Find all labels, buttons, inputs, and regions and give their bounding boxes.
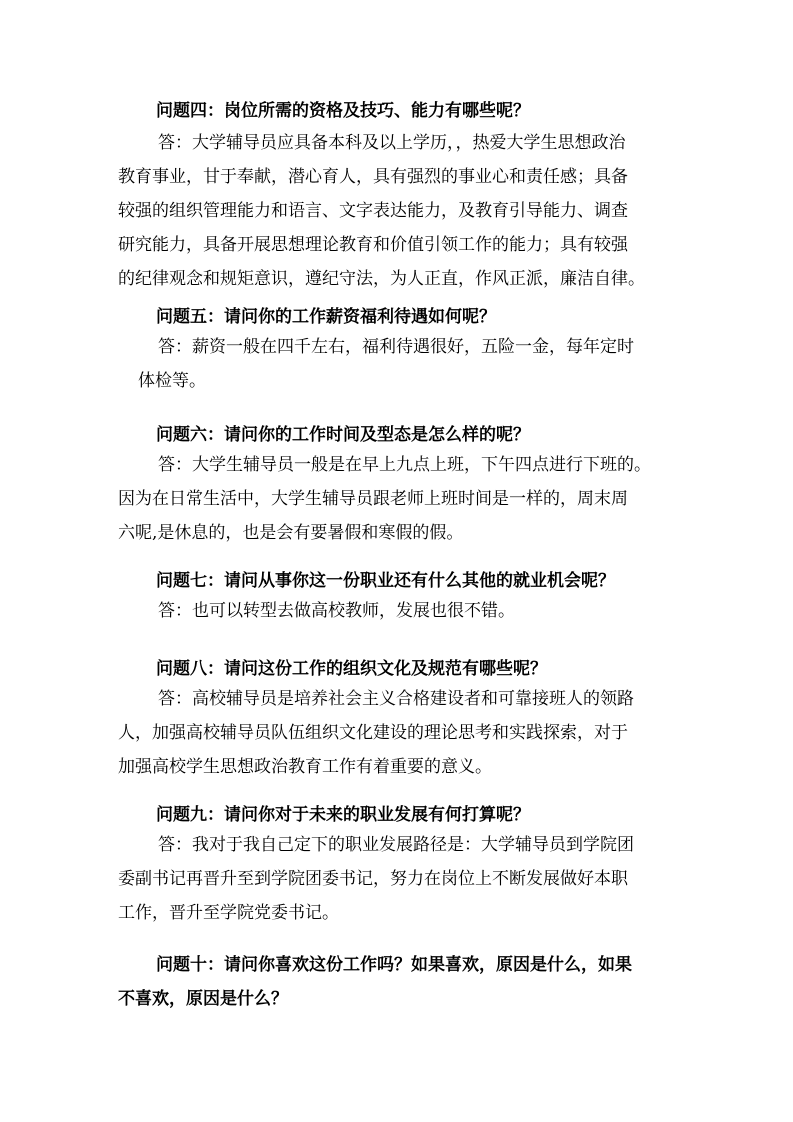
answer-9 — [118, 828, 688, 930]
answer-4-line-3: 较强的组织管理能力和语言、文字表达能力，及教育引导能力、调查 — [118, 201, 628, 221]
answer-6-line-1: 答：大学生辅导员一般是在早上九点上班，下午四点进行下班的。 — [158, 455, 651, 475]
answer-4-line-1: 答：大学辅导员应具备本科及以上学历，，热爱大学生思想政治 — [158, 133, 626, 153]
answer-4-line-2: 教育事业，甘于奉献，潜心育人，具有强烈的事业心和责任感；具备 — [118, 167, 628, 187]
answer-7 — [118, 594, 688, 628]
answer-8 — [118, 682, 688, 784]
question-10-line-1: 问题十：请问你喜欢这份工作吗？如果喜欢，原因是什么，如果 — [156, 955, 632, 975]
question-9: 问题九：请问你对于未来的职业发展有何打算呢？ — [156, 805, 530, 825]
answer-4-line-4: 研究能力，具备开展思想理论教育和价值引领工作的能力；具有较强 — [118, 235, 628, 255]
answer-6 — [118, 448, 688, 550]
question-6: 问题六：请问你的工作时间及型态是怎么样的呢？ — [156, 425, 530, 445]
answer-5-line-1: 答：薪资一般在四千左右，福利待遇很好，五险一金，每年定时 — [158, 337, 634, 357]
answer-5-line-2: 体检等。 — [138, 371, 206, 391]
question-8: 问题八：请问这份工作的组织文化及规范有哪些呢？ — [156, 659, 547, 679]
question-5: 问题五：请问你的工作薪资福利待遇如何呢？ — [156, 307, 496, 327]
question-10 — [118, 948, 688, 1016]
question-10-line-2: 不喜欢，原因是什么？ — [118, 989, 288, 1009]
answer-8-line-2: 人，加强高校辅导员队伍组织文化建设的理论思考和实践探索，对于 — [118, 723, 628, 743]
answer-9-line-2: 委副书记再晋升至到学院团委书记，努力在岗位上不断发展做好本职 — [118, 869, 628, 889]
answer-8-line-3: 加强高校学生思想政治教育工作有着重要的意义。 — [118, 757, 492, 777]
answer-4-line-5: 的纪律观念和规矩意识，遵纪守法，为人正直，作风正派，廉洁自律。 — [118, 269, 645, 289]
answer-6-line-3: 六呢,是休息的，也是会有要暑假和寒假的假。 — [118, 523, 464, 543]
answer-7-line-1: 答：也可以转型去做高校教师，发展也很不错。 — [158, 601, 515, 621]
question-4: 问题四：岗位所需的资格及技巧、能力有哪些呢？ — [156, 101, 530, 121]
answer-9-line-3: 工作，晋升至学院党委书记。 — [118, 903, 339, 923]
question-7: 问题七：请问从事你这一份职业还有什么其他的就业机会呢？ — [156, 571, 615, 591]
answer-6-line-2: 因为在日常生活中，大学生辅导员跟老师上班时间是一样的，周末周 — [118, 489, 628, 509]
answer-9-line-1: 答：我对于我自己定下的职业发展路径是：大学辅导员到学院团 — [158, 835, 634, 855]
answer-4 — [118, 126, 688, 296]
answer-8-line-1: 答：高校辅导员是培养社会主义合格建设者和可靠接班人的领路 — [158, 689, 634, 709]
answer-5 — [118, 330, 688, 398]
